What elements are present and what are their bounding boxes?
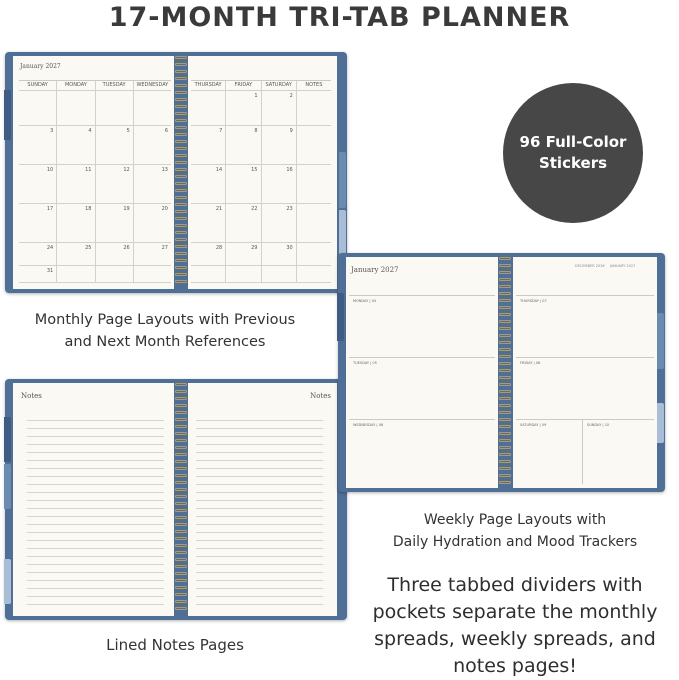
spiral-ring [499,383,511,386]
weekly-day-label: THURSDAY | 07 [520,299,547,303]
weekly-day-section [516,419,583,484]
weekday-header: MONDAY [57,81,95,90]
spiral-ring [175,593,187,596]
spiral-ring [175,383,187,386]
spiral-ring [175,404,187,407]
monthly-caption-line2: and Next Month References [64,334,266,350]
spiral-ring [175,98,187,101]
tab-dark [4,90,11,140]
weekly-left-page [346,257,498,488]
spiral-ring [175,551,187,554]
day-cell [191,91,226,125]
dividers-caption-line3: spreads, weekly spreads, and [374,628,656,650]
spiral-ring [499,453,511,456]
day-number: 11 [85,167,92,173]
weekday-header: SATURDAY [262,81,297,90]
spiral-ring [175,565,187,568]
day-cell [19,165,57,203]
spiral-ring [499,348,511,351]
spiral-ring [499,397,511,400]
spiral-ring [499,439,511,442]
weekday-header: WEDNESDAY [136,82,169,88]
day-cell [297,126,331,164]
day-number: 3 [50,128,54,134]
day-cell [226,204,261,242]
day-cell [19,91,57,125]
spiral-ring [175,266,187,269]
stickers-badge [503,83,643,223]
day-cell [134,126,171,164]
spiral-ring [175,224,187,227]
spiral-ring [499,271,511,274]
notes-left-page [13,383,174,616]
weekly-day-section [516,357,654,420]
spiral-ring [499,306,511,309]
spiral-ring [175,607,187,610]
spiral-ring [499,411,511,414]
spiral-ring [499,292,511,295]
weekly-day-section [349,357,495,420]
spiral-ring [175,502,187,505]
day-cell [134,204,171,242]
weekly-day-section [349,419,495,484]
spiral-ring [175,84,187,87]
week-row [191,91,331,126]
spiral-ring [175,175,187,178]
dividers-caption [355,572,675,680]
spiral-ring [175,537,187,540]
day-cell [57,266,95,282]
day-cell [226,243,261,265]
weekday-header: FRIDAY [226,81,261,90]
weekday-header-row [19,81,171,91]
weekday-header: THURSDAY [191,81,226,90]
spiral-ring [175,189,187,192]
weekly-caption-line1: Weekly Page Layouts with [423,512,607,528]
week-row [19,266,171,283]
day-number: 30 [286,245,293,251]
weekday-header: SUNDAY [19,81,57,90]
tab-light [339,210,346,256]
spiral-ring [499,334,511,337]
day-number: 1 [254,93,258,99]
day-cell [134,165,171,203]
day-cell [19,266,57,282]
dividers-caption-line1: Three tabbed dividers with [387,574,643,596]
monthly-planner-image [5,52,347,293]
weekday-header-row [191,81,331,91]
spiral-ring [499,264,511,267]
mini-calendar-january: JANUARY 2027 [610,264,636,268]
day-cell [297,243,331,265]
day-cell [19,243,57,265]
day-cell [191,165,226,203]
tab-medium [4,464,11,509]
spiral-ring [175,544,187,547]
day-cell [96,243,134,265]
monthly-month-title: January 2027 [20,63,61,70]
dividers-caption-line4: notes pages! [453,655,577,677]
spiral-ring [175,147,187,150]
spiral-binding [175,383,187,614]
weekly-caption-line2: Daily Hydration and Mood Trackers [392,534,638,550]
day-cell [96,91,134,125]
spiral-ring [499,432,511,435]
spiral-ring [175,558,187,561]
spiral-ring [175,161,187,164]
spiral-ring [175,77,187,80]
tab-light [4,559,11,604]
day-cell [262,243,297,265]
spiral-ring [499,355,511,358]
day-number: 9 [289,128,293,134]
spiral-ring [175,572,187,575]
week-row [19,204,171,243]
day-number: 14 [215,167,223,173]
day-cell [19,126,57,164]
spiral-ring [175,217,187,220]
day-cell [262,91,297,125]
weekly-day-label: FRIDAY | 08 [520,361,541,365]
day-cell [191,266,226,282]
day-number: 27 [161,245,168,251]
spiral-ring [175,63,187,66]
spiral-ring [175,523,187,526]
day-number: 31 [46,268,54,274]
spiral-ring [175,119,187,122]
day-cell [191,126,226,164]
spiral-ring [175,495,187,498]
spiral-ring [499,362,511,365]
spiral-ring [175,56,187,59]
spiral-ring [175,586,187,589]
day-cell [262,165,297,203]
spiral-ring [175,210,187,213]
spiral-ring [499,467,511,470]
day-number: 15 [251,167,258,173]
week-row [191,126,331,165]
spiral-ring [499,418,511,421]
monthly-left-page [13,56,174,289]
spiral-ring [499,474,511,477]
day-cell [297,204,331,242]
spiral-ring [175,397,187,400]
spiral-ring [175,516,187,519]
spiral-ring [175,418,187,421]
day-cell [134,266,171,282]
day-cell [191,204,226,242]
monthly-right-page [188,56,337,289]
spiral-ring [175,105,187,108]
spiral-ring [175,579,187,582]
spiral-ring [175,453,187,456]
day-cell [262,126,297,164]
tab-medium [657,313,664,369]
page-title: 17-MONTH TRI-TAB PLANNER [108,2,571,33]
spiral-ring [175,509,187,512]
spiral-ring [175,460,187,463]
spiral-ring [175,411,187,414]
spiral-ring [175,530,187,533]
day-cell [226,126,261,164]
day-number: 29 [251,245,258,251]
spiral-ring [499,257,511,260]
spiral-ring [175,245,187,248]
day-number: 23 [286,206,293,212]
ruled-lines-left [27,413,164,606]
spiral-binding [175,56,187,287]
weekly-right-page [513,257,657,488]
day-cell [57,243,95,265]
spiral-ring [175,280,187,283]
weekly-planner-image [338,253,665,492]
spiral-ring [499,404,511,407]
day-cell [226,91,261,125]
day-cell [297,91,331,125]
day-cell [262,266,297,282]
spiral-ring [175,203,187,206]
weekly-day-section [349,295,495,358]
monthly-caption-line1: Monthly Page Layouts with Previous [34,312,296,328]
spiral-ring [499,481,511,484]
spiral-ring [175,481,187,484]
spiral-ring [175,390,187,393]
weekly-caption [355,509,675,553]
weekly-day-section [516,295,654,358]
day-cell [226,165,261,203]
spiral-ring [499,390,511,393]
spiral-ring [175,91,187,94]
day-number: 13 [161,167,168,173]
spiral-ring [175,600,187,603]
day-number: 6 [164,128,168,134]
spiral-ring [499,320,511,323]
spiral-ring [175,126,187,129]
weekly-day-label: MONDAY | 04 [353,299,377,303]
day-number: 21 [215,206,223,212]
weekly-day-label: WEDNESDAY | 06 [353,423,384,427]
notes-planner-image [5,379,347,620]
monthly-grid-left [19,80,171,283]
day-cell [96,165,134,203]
day-number: 16 [286,167,293,173]
tab-light [657,403,664,443]
day-number: 24 [46,245,54,251]
day-number: 10 [46,167,54,173]
day-cell [297,165,331,203]
spiral-ring [175,259,187,262]
day-cell [297,266,331,282]
weekly-day-label: TUESDAY | 05 [353,361,377,365]
week-row [19,243,171,266]
spiral-ring [499,285,511,288]
spiral-ring [175,273,187,276]
week-row [191,243,331,266]
day-number: 19 [123,206,130,212]
day-cell [19,204,57,242]
spiral-ring [175,196,187,199]
day-cell [134,91,171,125]
spiral-ring [175,425,187,428]
weekly-day-label: SATURDAY | 09 [520,423,547,427]
spiral-ring [175,182,187,185]
spiral-ring [175,231,187,234]
monthly-caption [10,309,320,353]
day-number: 4 [88,128,92,134]
week-row [191,266,331,283]
spiral-ring [499,327,511,330]
week-row [191,165,331,204]
spiral-ring [175,446,187,449]
day-number: 22 [251,206,258,212]
spiral-ring [499,369,511,372]
tab-dark [4,417,11,462]
monthly-grid-right [191,80,331,283]
spiral-ring [175,140,187,143]
day-cell [226,266,261,282]
day-number: 18 [85,206,92,212]
day-cell [134,243,171,265]
spiral-ring [499,313,511,316]
day-cell [96,266,134,282]
badge-line2: Stickers [538,154,608,172]
day-cell [96,204,134,242]
spiral-ring [175,154,187,157]
weekday-header: TUESDAY [96,81,134,90]
notes-right-page [188,383,337,616]
notes-right-title: Notes [310,392,331,400]
day-number: 2 [289,93,293,99]
notes-caption: Lined Notes Pages [106,636,244,654]
notes-left-title: Notes [21,392,42,400]
week-row [19,165,171,204]
day-number: 7 [219,128,223,134]
day-cell [57,91,95,125]
spiral-ring [175,467,187,470]
spiral-ring [175,168,187,171]
spiral-ring [499,376,511,379]
tab-dark [337,293,344,341]
day-number: 17 [46,206,54,212]
spiral-ring [175,133,187,136]
day-cell [57,204,95,242]
tab-medium [339,152,346,208]
day-number: 25 [85,245,92,251]
week-row [19,91,171,126]
weekday-header: NOTES [305,82,323,88]
spiral-ring [175,474,187,477]
spiral-ring [175,70,187,73]
weekly-day-section [583,419,654,484]
spiral-ring [175,432,187,435]
week-row [19,126,171,165]
day-cell [57,126,95,164]
spiral-ring [499,425,511,428]
mini-calendar-december: DECEMBER 2026 [575,264,605,268]
day-number: 8 [254,128,258,134]
spiral-ring [175,252,187,255]
day-cell [191,243,226,265]
day-number: 20 [161,206,168,212]
spiral-ring [499,460,511,463]
day-cell [262,204,297,242]
weekly-month-title: January 2027 [351,266,399,274]
spiral-ring [175,112,187,115]
day-number: 26 [123,245,130,251]
week-row [191,204,331,243]
spiral-ring [175,488,187,491]
day-number: 5 [126,128,130,134]
spiral-ring [499,299,511,302]
badge-line1: 96 Full-Color [519,133,627,151]
day-number: 28 [215,245,223,251]
day-number: 12 [123,167,130,173]
weekly-day-label: SUNDAY | 10 [587,423,610,427]
day-cell [96,126,134,164]
ruled-lines-right [196,413,323,606]
spiral-ring [175,439,187,442]
spiral-ring [175,238,187,241]
spiral-binding [499,257,511,488]
spiral-ring [499,278,511,281]
spiral-ring [499,341,511,344]
spiral-ring [499,446,511,449]
dividers-caption-line2: pockets separate the monthly [372,601,658,623]
day-cell [57,165,95,203]
